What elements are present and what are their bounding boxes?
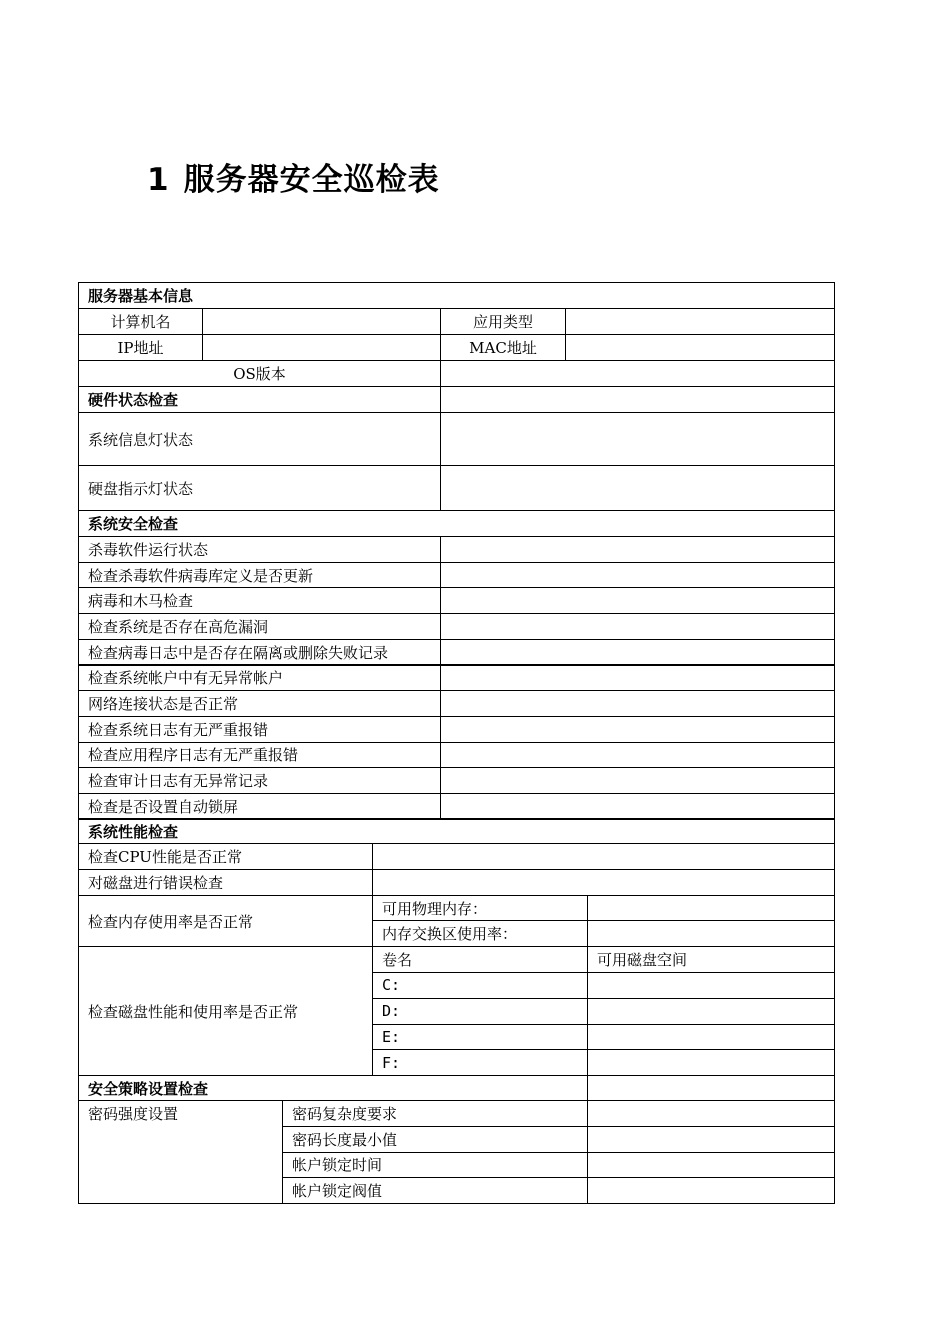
security-item-value[interactable] <box>440 639 835 666</box>
volume-label: C: <box>372 972 588 999</box>
security-item-value[interactable] <box>440 562 835 589</box>
free-space-value[interactable] <box>587 972 835 999</box>
basic-info-heading: 服务器基本信息 <box>78 282 835 309</box>
security-item-value[interactable] <box>440 716 835 743</box>
mac-label: MAC地址 <box>440 334 566 361</box>
security-heading: 系统安全检查 <box>78 510 835 537</box>
cpu-check-value[interactable] <box>372 843 835 870</box>
security-item-value[interactable] <box>440 767 835 794</box>
security-item-value[interactable] <box>440 613 835 640</box>
policy-item-label: 帐户锁定阀值 <box>282 1177 588 1204</box>
security-item-label: 检查应用程序日志有无严重报错 <box>78 742 441 769</box>
hardware-item-label: 硬盘指示灯状态 <box>78 465 441 511</box>
password-strength-label: 密码强度设置 <box>78 1100 283 1204</box>
memory-item-value[interactable] <box>587 895 835 921</box>
policy-item-label: 密码复杂度要求 <box>282 1100 588 1127</box>
volume-label: D: <box>372 998 588 1025</box>
security-item-value[interactable] <box>440 742 835 769</box>
volume-label: E: <box>372 1024 588 1051</box>
memory-item-value[interactable] <box>587 920 835 947</box>
policy-item-value[interactable] <box>587 1126 835 1153</box>
os-input[interactable] <box>440 360 835 387</box>
security-item-label: 检查系统帐户中有无异常帐户 <box>78 665 441 692</box>
security-item-label: 网络连接状态是否正常 <box>78 690 441 717</box>
security-item-label: 检查系统是否存在高危漏洞 <box>78 613 441 640</box>
memory-item-label: 可用物理内存： <box>372 895 588 921</box>
policy-item-value[interactable] <box>587 1152 835 1179</box>
security-item-value[interactable] <box>440 665 835 692</box>
policy-item-value[interactable] <box>587 1100 835 1127</box>
memory-item-label: 内存交换区使用率： <box>372 920 588 947</box>
page-title <box>147 154 440 199</box>
security-item-value[interactable] <box>440 536 835 563</box>
memory-check-label: 检查内存使用率是否正常 <box>78 895 373 947</box>
disk-error-check-value[interactable] <box>372 869 835 896</box>
free-space-header: 可用磁盘空间 <box>587 946 835 973</box>
disk-usage-check-label: 检查磁盘性能和使用率是否正常 <box>78 946 373 1076</box>
free-space-value[interactable] <box>587 1024 835 1051</box>
volume-header: 卷名 <box>372 946 588 973</box>
security-item-value[interactable] <box>440 690 835 717</box>
cpu-check-label: 检查CPU性能是否正常 <box>78 843 373 870</box>
security-item-label: 检查系统日志有无严重报错 <box>78 716 441 743</box>
free-space-value[interactable] <box>587 998 835 1025</box>
security-item-label: 检查杀毒软件病毒库定义是否更新 <box>78 562 441 589</box>
security-item-label: 检查审计日志有无异常记录 <box>78 767 441 794</box>
os-label: OS版本 <box>78 360 441 387</box>
hardware-item-label: 系统信息灯状态 <box>78 412 441 466</box>
security-item-label: 检查是否设置自动锁屏 <box>78 793 441 820</box>
free-space-value[interactable] <box>587 1049 835 1076</box>
policy-heading: 安全策略设置检查 <box>78 1075 588 1101</box>
security-item-label: 杀毒软件运行状态 <box>78 536 441 563</box>
security-item-value[interactable] <box>440 793 835 820</box>
title-text: 服务器安全巡检表 <box>183 162 440 198</box>
disk-error-check-label: 对磁盘进行错误检查 <box>78 869 373 896</box>
title-number: 1 <box>147 162 170 198</box>
mac-input[interactable] <box>565 334 835 361</box>
policy-heading-value[interactable] <box>587 1075 835 1101</box>
hardware-heading: 硬件状态检查 <box>78 386 441 413</box>
computer-name-label: 计算机名 <box>78 308 203 335</box>
computer-name-input[interactable] <box>202 308 441 335</box>
policy-item-label: 密码长度最小值 <box>282 1126 588 1153</box>
hardware-item-value[interactable] <box>440 412 835 466</box>
security-item-label: 病毒和木马检查 <box>78 587 441 614</box>
app-type-label: 应用类型 <box>440 308 566 335</box>
security-item-value[interactable] <box>440 587 835 614</box>
volume-label: F: <box>372 1049 588 1076</box>
policy-item-label: 帐户锁定时间 <box>282 1152 588 1179</box>
policy-item-value[interactable] <box>587 1177 835 1204</box>
ip-input[interactable] <box>202 334 441 361</box>
hardware-item-value[interactable] <box>440 465 835 511</box>
app-type-input[interactable] <box>565 308 835 335</box>
security-item-label: 检查病毒日志中是否存在隔离或删除失败记录 <box>78 639 441 666</box>
performance-heading: 系统性能检查 <box>78 818 835 844</box>
hardware-heading-value[interactable] <box>440 386 835 413</box>
ip-label: IP地址 <box>78 334 203 361</box>
